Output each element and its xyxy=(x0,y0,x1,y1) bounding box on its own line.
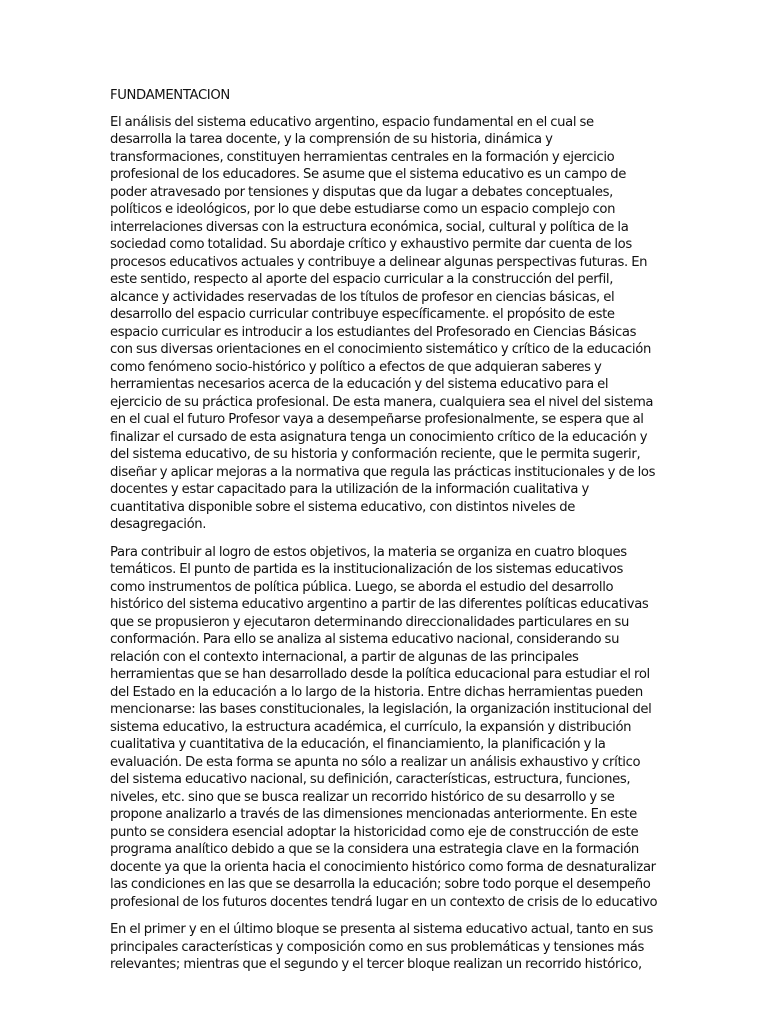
document-heading: FUNDAMENTACION xyxy=(110,88,230,103)
paragraph-2: Para contribuir al logro de estos objetivos, la materia se organiza en cuatro bloques temáticos. El punto de partida es la institucionalización de los sistemas educativos como instrumentos de política pública. Luego, se aborda el estudio del desarrollo histórico del sistema educativo argentino a partir de las diferentes políticas educativas que se propusieron y ejecutaron determinando direccionalidades particulares en su conformación. Para ello se analiza al sistema educativo nacional, considerando su relación con el contexto internacional, a partir de algunas de las principales herramientas que se han desarrollado desde la política educacional para estudiar el rol del Estado en la educación a lo largo de la historia. Entre dichas herramientas pueden mencionarse: las bases constitucionales, la legislación, la organización institucional del sistema educativo, la estructura académica, el currículo, la expansión y distribución cualitativa y cuantitativa de la educación, el financiamiento, la planificación y la evaluación. De esta forma se apunta no sólo a realizar un análisis exhaustivo y crítico del sistema educativo nacional, su definición, características, estructura, funciones, niveles, etc. sino que se busca realizar un recorrido histórico de su desarrollo y se propone analizarlo a través de las dimensiones mencionadas anteriormente. En este punto se considera esencial adoptar la historicidad como eje de construcción de este programa analítico debido a que se la considera una estrategia clave en la formación docente ya que la orienta hacia el conocimiento histórico como forma de desnaturalizar las condiciones en las que se desarrolla la educación; sobre todo porque el desempeño profesional de los futuros docentes tendrá lugar en un contexto de crisis de lo educativo xyxy=(110,544,658,910)
document-page xyxy=(110,87,658,984)
paragraph-1: El análisis del sistema educativo argentino, espacio fundamental en el cual se desarrolla la tarea docente, y la comprensión de su historia, dinámica y transformaciones, constituyen herramientas centrales en la formación y ejercicio profesional de los educadores. Se asume que el sistema educativo es un campo de poder atravesado por tensiones y disputas que da lugar a debates conceptuales, políticos e ideológicos, por lo que debe estudiarse como un espacio complejo con interrelaciones diversas con la estructura económica, social, cultural y política de la sociedad como totalidad. Su abordaje crítico y exhaustivo permite dar cuenta de los procesos educativos actuales y contribuye a delinear algunas perspectivas futuras. En este sentido, respecto al aporte del espacio curricular a la construcción del perfil, alcance y actividades reservadas de los títulos de profesor en ciencias básicas, el desarrollo del espacio curricular contribuye específicamente. el propósito de este espacio curricular es introducir a los estudiantes del Profesorado en Ciencias Básicas con sus diversas orientaciones en el conocimiento sistemático y crítico de la educación como fenómeno socio-histórico y político a efectos de que adquieran saberes y herramientas necesarios acerca de la educación y del sistema educativo para el ejercicio de su práctica profesional. De esta manera, cualquiera sea el nivel del sistema en el cual el futuro Profesor vaya a desempeñarse profesionalmente, se espera que al finalizar el cursado de esta asignatura tenga un conocimiento crítico de la educación y del sistema educativo, de su historia y conformación reciente, que le permita sugerir, diseñar y aplicar mejoras a la normativa que regula las prácticas institucionales y de los docentes y estar capacitado para la utilización de la información cualitativa y cuantitativa disponible sobre el sistema educativo, con distintos niveles de desagregación. xyxy=(110,114,656,532)
paragraph-3: En el primer y en el último bloque se presenta al sistema educativo actual, tanto en sus principales características y composición como en sus problemáticas y tensiones más relevantes; mientras que el segundo y el tercer bloque realizan un recorrido histórico, xyxy=(110,922,654,972)
